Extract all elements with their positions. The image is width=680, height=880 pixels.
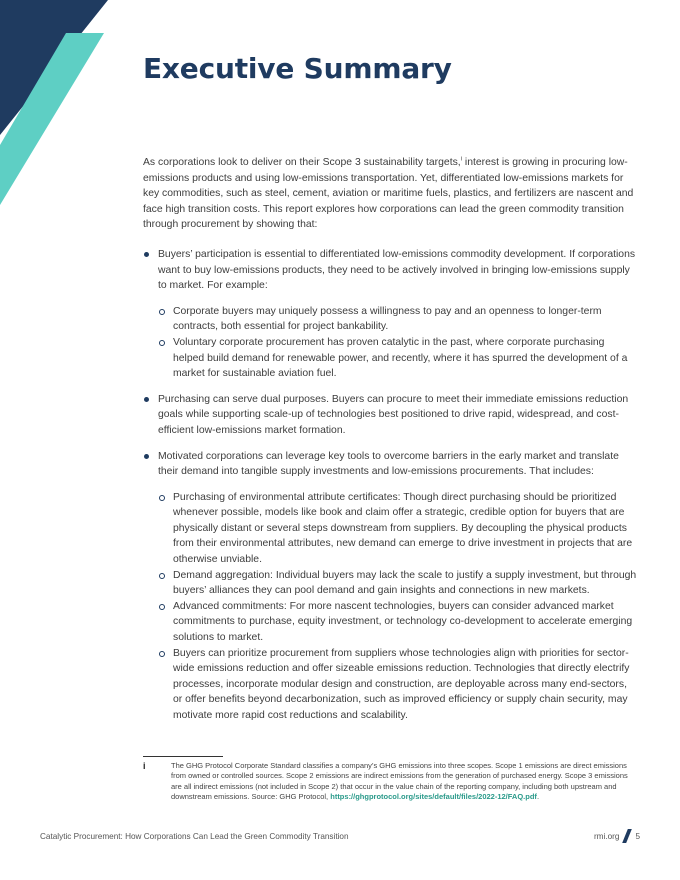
intro-paragraph: [143, 155, 637, 233]
sub-bullet-item: Demand aggregation: Individual buyers may lack the scale to justify a supply investment, but through buyers’ alliances they can pool demand and gain insights and connections in new markets.: [158, 568, 637, 599]
page-number: 5: [635, 831, 640, 841]
bullet-item: [143, 392, 637, 439]
sub-bullet-item: Corporate buyers may uniquely possess a willingness to pay and an openness to longer-term contracts, both essential for project bankability.: [158, 304, 637, 335]
bullet-item: [143, 449, 637, 724]
footer-report-title: Catalytic Procurement: How Corporations Can Lead the Green Commodity Transition: [40, 832, 349, 841]
sub-bullet-item: Advanced commitments: For more nascent technologies, buyers can consider advanced market commitments to purchase, equity investment, or technology co-development to accelerate emerging solutions to market.: [158, 599, 637, 646]
footnote-link[interactable]: https://ghgprotocol.org/sites/default/files/2022-12/FAQ.pdf: [330, 792, 537, 802]
bullet-item: [143, 247, 637, 382]
bullet-text: Buyers’ participation is essential to differentiated low-emissions commodity development. If corporations want to buy low-emissions products, they need to be actively involved in bringing low-emissions supply to market. For example:: [158, 248, 636, 292]
footer-page-info: [594, 829, 640, 843]
sub-bullet-list: [158, 304, 637, 382]
bullet-list: [143, 247, 637, 724]
intro-text-cont: interest is growing in procuring low-emissions products and using low-emissions transportation. Yet, differentiated low-emissions markets for key commodities, such as steel, cement, aviation or maritime fuels, plastics, and fertilizers are nascent and face high transition costs. This report explores how corporations can lead the green commodity transition through procurement by showing that:: [143, 157, 634, 231]
footnote-text: The GHG Protocol Corporate Standard classifies a company’s GHG emissions into three scopes. Scope 1 emissions are direct emissions from owned or controlled sources. Scope 2 emissions are indirect emissions from the generation of purchased energy. Scope 3 emissions are all indirect emissions (not included in Scope 2) that occur in the value chain of the reporting company, including both upstream and downstream emissions. Source: GHG Protocol,: [171, 761, 628, 802]
bullet-text: Motivated corporations can leverage key tools to overcome barriers in the early market and translate their demand into tangible supply investments and low-emissions procurements. That includes:: [158, 450, 619, 478]
slash-icon: [623, 829, 633, 843]
footer-site-link[interactable]: rmi.org: [593, 831, 620, 841]
body-content: [143, 155, 637, 734]
corner-graphic: [0, 0, 110, 210]
footnote-ref[interactable]: i: [460, 156, 463, 163]
footnote-marker: i: [143, 761, 146, 771]
sub-bullet-item: Purchasing of environmental attribute certificates: Though direct purchasing should be prioritized whenever possible, models like book and claim offer a strategic, credible option for buyers that are physically distant or several steps downstream from suppliers. By decoupling the physical products from their environmental attributes, new demand can emerge to drive investment in projects that are otherwise unviable.: [158, 490, 637, 568]
footnote-body: [171, 761, 637, 803]
footnote-divider: [143, 756, 223, 757]
page-title: Executive Summary: [143, 52, 452, 85]
sub-bullet-list: [158, 490, 637, 724]
bullet-text: Purchasing can serve dual purposes. Buyers can procure to meet their immediate emissions reduction goals while supporting scale-up of technologies best positioned to drive rapid, widespread, and cost-efficient low-emissions market formation.: [158, 393, 629, 436]
footnote-end: .: [536, 792, 540, 802]
footnote: [143, 761, 637, 803]
sub-bullet-item: Buyers can prioritize procurement from suppliers whose technologies align with priorities for sector-wide emissions reduction and offer sizeable emissions reduction. Technologies that directly electrify processes, incorporate modular design and construction, are deployable across many end-sectors, or offer benefits beyond decarbonization, such as improved efficiency or supply chain security, may motivate more rapid cost reductions and scalability.: [158, 646, 637, 724]
intro-text: As corporations look to deliver on their Scope 3 sustainability targets,: [143, 157, 461, 168]
sub-bullet-item: Voluntary corporate procurement has proven catalytic in the past, where corporate purchasing helped build demand for renewable power, and recently, where it has spurred the development of a market for sustainable aviation fuel.: [158, 335, 637, 382]
